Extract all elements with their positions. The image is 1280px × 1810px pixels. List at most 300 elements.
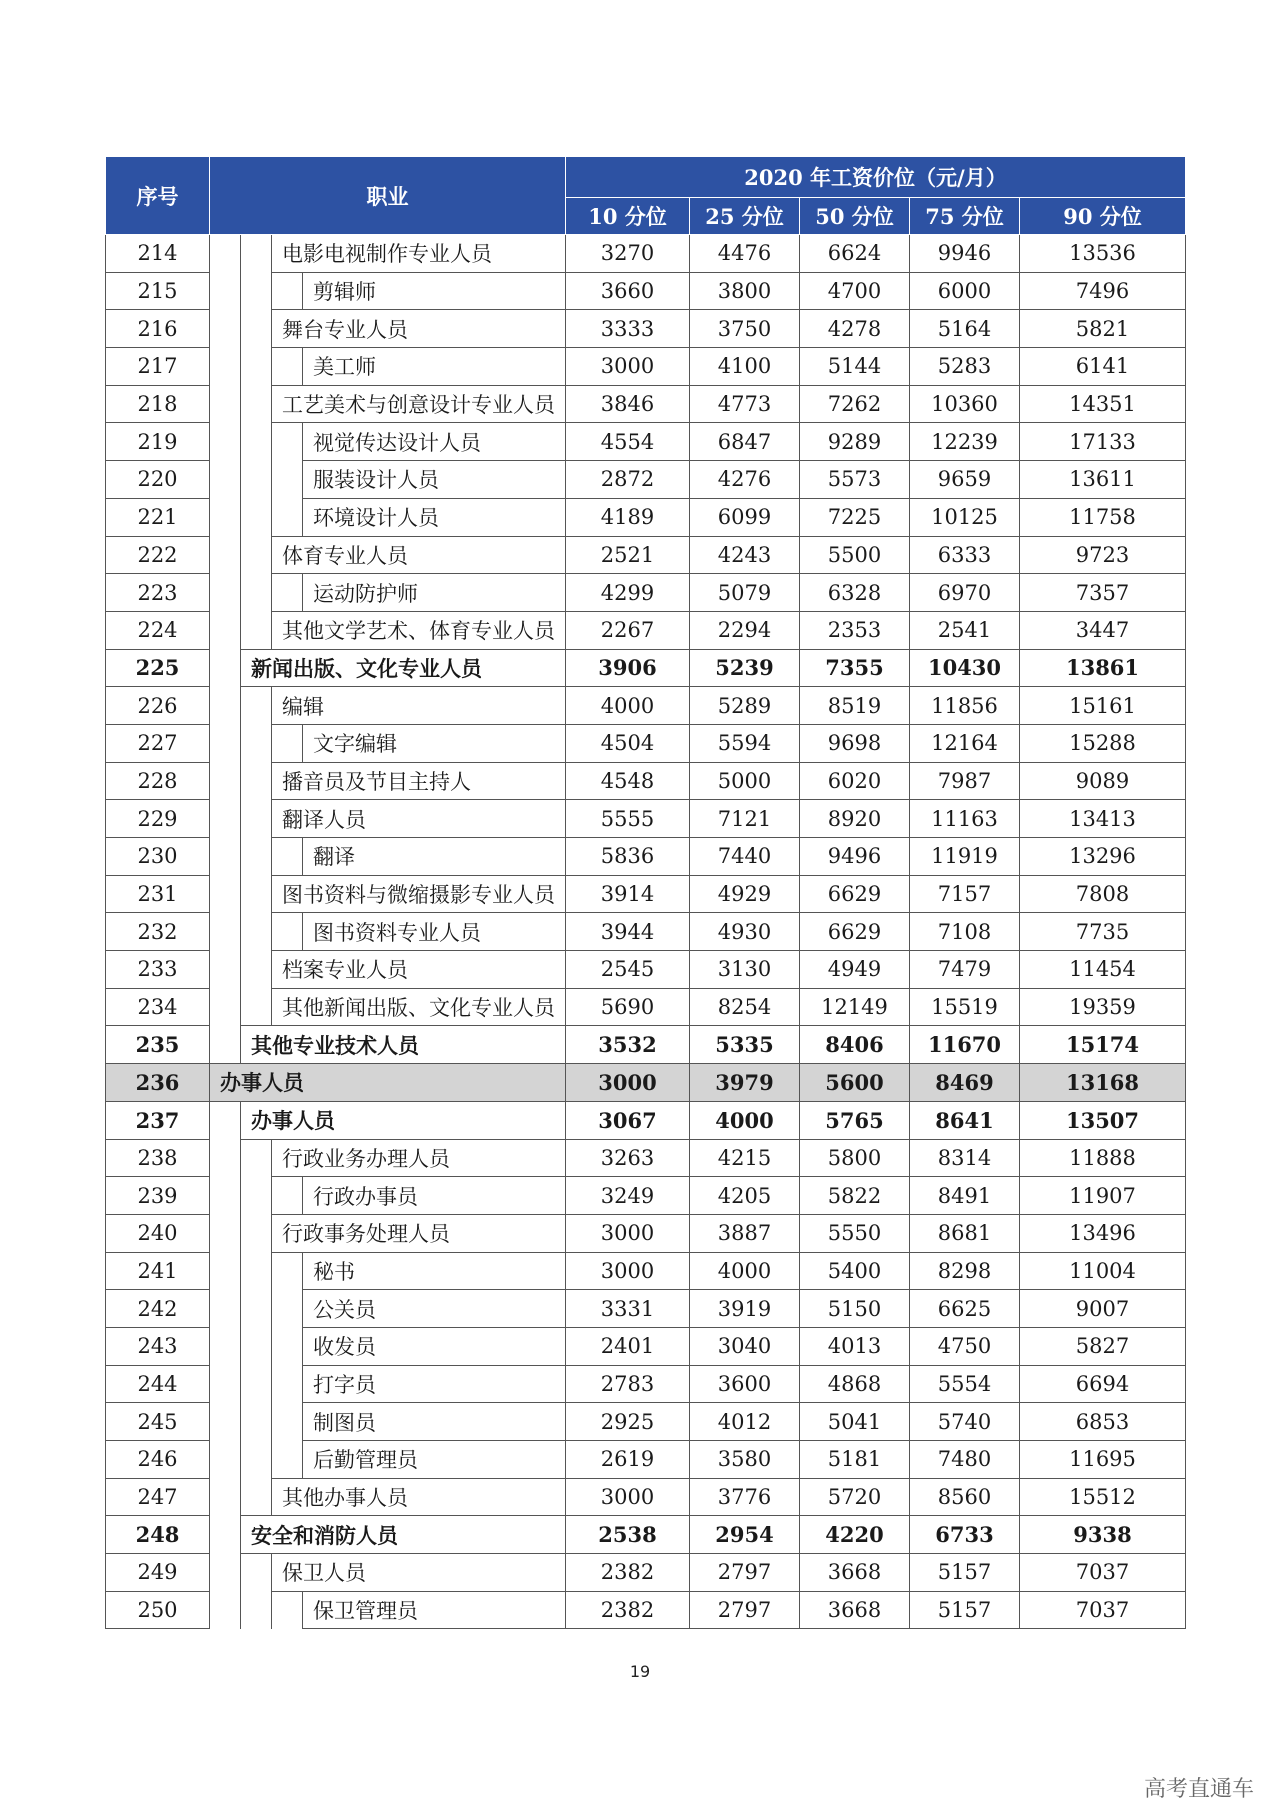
table-row xyxy=(106,1478,1186,1516)
indent-cell xyxy=(210,1403,241,1441)
row-p10: 2619 xyxy=(566,1441,690,1479)
table-row xyxy=(106,1403,1186,1441)
row-p10: 3000 xyxy=(566,1252,690,1290)
row-p50: 8920 xyxy=(800,800,910,838)
row-occupation: 剪辑师 xyxy=(303,272,566,310)
row-occupation: 收发员 xyxy=(303,1327,566,1365)
row-occupation: 秘书 xyxy=(303,1252,566,1290)
row-seq: 234 xyxy=(106,988,210,1026)
row-p75: 6733 xyxy=(910,1516,1020,1554)
row-seq: 238 xyxy=(106,1139,210,1177)
row-occupation: 运动防护师 xyxy=(303,574,566,612)
row-p25: 6847 xyxy=(690,423,800,461)
row-p10: 2925 xyxy=(566,1403,690,1441)
table-row xyxy=(106,875,1186,913)
table-row xyxy=(106,498,1186,536)
row-seq: 222 xyxy=(106,536,210,574)
row-p10: 3532 xyxy=(566,1026,690,1064)
table-row xyxy=(106,1139,1186,1177)
table-row xyxy=(106,951,1186,989)
row-p90: 13296 xyxy=(1020,838,1186,876)
row-p50: 5500 xyxy=(800,536,910,574)
indent-cell xyxy=(210,988,241,1026)
indent-cell xyxy=(241,800,272,838)
table-row xyxy=(106,611,1186,649)
row-p90: 5821 xyxy=(1020,310,1186,348)
table-row xyxy=(106,649,1186,687)
row-p50: 5550 xyxy=(800,1214,910,1252)
row-p25: 3979 xyxy=(690,1064,800,1102)
row-p50: 6629 xyxy=(800,875,910,913)
row-p75: 7108 xyxy=(910,913,1020,951)
indent-cell xyxy=(210,875,241,913)
row-p50: 5822 xyxy=(800,1177,910,1215)
table-row xyxy=(106,687,1186,725)
indent-cell xyxy=(210,1177,241,1215)
indent-cell xyxy=(241,1139,272,1177)
row-p25: 3750 xyxy=(690,310,800,348)
row-p10: 2401 xyxy=(566,1327,690,1365)
table-row xyxy=(106,272,1186,310)
indent-cell xyxy=(210,1516,241,1554)
table-row xyxy=(106,385,1186,423)
row-p25: 4215 xyxy=(690,1139,800,1177)
row-p50: 4278 xyxy=(800,310,910,348)
table-row xyxy=(106,574,1186,612)
row-p50: 6020 xyxy=(800,762,910,800)
row-seq: 239 xyxy=(106,1177,210,1215)
row-occupation: 图书资料与微缩摄影专业人员 xyxy=(272,875,566,913)
row-p75: 4750 xyxy=(910,1327,1020,1365)
row-seq: 214 xyxy=(106,235,210,273)
row-p75: 6970 xyxy=(910,574,1020,612)
row-p10: 4548 xyxy=(566,762,690,800)
row-occupation: 文字编辑 xyxy=(303,724,566,762)
row-p90: 6694 xyxy=(1020,1365,1186,1403)
indent-cell xyxy=(241,1327,272,1365)
row-p25: 2797 xyxy=(690,1591,800,1629)
indent-cell xyxy=(241,1290,272,1328)
row-seq: 233 xyxy=(106,951,210,989)
table-row xyxy=(106,1441,1186,1479)
row-p25: 3887 xyxy=(690,1214,800,1252)
indent-cell xyxy=(210,498,241,536)
row-seq: 229 xyxy=(106,800,210,838)
row-seq: 224 xyxy=(106,611,210,649)
indent-cell xyxy=(241,1403,272,1441)
row-p50: 7355 xyxy=(800,649,910,687)
row-p75: 7479 xyxy=(910,951,1020,989)
indent-cell xyxy=(210,385,241,423)
row-p90: 5827 xyxy=(1020,1327,1186,1365)
row-p25: 5594 xyxy=(690,724,800,762)
row-p75: 10125 xyxy=(910,498,1020,536)
row-p75: 8314 xyxy=(910,1139,1020,1177)
indent-cell xyxy=(272,272,303,310)
table-row xyxy=(106,800,1186,838)
indent-cell xyxy=(241,235,272,273)
row-p10: 4554 xyxy=(566,423,690,461)
table-row xyxy=(106,1554,1186,1592)
header-p25: 25 分位 xyxy=(690,198,800,235)
indent-cell xyxy=(210,310,241,348)
row-p25: 4773 xyxy=(690,385,800,423)
row-occupation: 环境设计人员 xyxy=(303,498,566,536)
row-p75: 8469 xyxy=(910,1064,1020,1102)
row-seq: 244 xyxy=(106,1365,210,1403)
row-seq: 223 xyxy=(106,574,210,612)
row-p10: 3660 xyxy=(566,272,690,310)
row-p10: 3944 xyxy=(566,913,690,951)
row-occupation: 制图员 xyxy=(303,1403,566,1441)
indent-cell xyxy=(241,1441,272,1479)
indent-cell xyxy=(210,272,241,310)
row-p50: 9496 xyxy=(800,838,910,876)
row-p50: 3668 xyxy=(800,1591,910,1629)
row-p10: 4504 xyxy=(566,724,690,762)
indent-cell xyxy=(210,1139,241,1177)
row-p75: 5554 xyxy=(910,1365,1020,1403)
row-p50: 6629 xyxy=(800,913,910,951)
page-number: 19 xyxy=(629,1662,651,1681)
row-p50: 5720 xyxy=(800,1478,910,1516)
row-p50: 9698 xyxy=(800,724,910,762)
row-p90: 17133 xyxy=(1020,423,1186,461)
row-seq: 215 xyxy=(106,272,210,310)
indent-cell xyxy=(241,875,272,913)
row-occupation: 电影电视制作专业人员 xyxy=(272,235,566,273)
row-seq: 245 xyxy=(106,1403,210,1441)
table-row xyxy=(106,1591,1186,1629)
header-p50: 50 分位 xyxy=(800,198,910,235)
row-p25: 4100 xyxy=(690,348,800,386)
row-p50: 4949 xyxy=(800,951,910,989)
row-seq: 249 xyxy=(106,1554,210,1592)
row-seq: 219 xyxy=(106,423,210,461)
header-p90: 90 分位 xyxy=(1020,198,1186,235)
row-p90: 6853 xyxy=(1020,1403,1186,1441)
row-seq: 243 xyxy=(106,1327,210,1365)
table-row xyxy=(106,1365,1186,1403)
row-p10: 2783 xyxy=(566,1365,690,1403)
indent-cell xyxy=(210,348,241,386)
row-p90: 13861 xyxy=(1020,649,1186,687)
row-p10: 3000 xyxy=(566,1064,690,1102)
table-row xyxy=(106,913,1186,951)
row-seq: 237 xyxy=(106,1101,210,1139)
row-p75: 7157 xyxy=(910,875,1020,913)
row-p50: 6624 xyxy=(800,235,910,273)
indent-cell xyxy=(272,498,303,536)
indent-cell xyxy=(210,913,241,951)
indent-cell xyxy=(210,461,241,499)
row-seq: 217 xyxy=(106,348,210,386)
indent-cell xyxy=(272,1327,303,1365)
row-p50: 7225 xyxy=(800,498,910,536)
row-p25: 4929 xyxy=(690,875,800,913)
row-p75: 5740 xyxy=(910,1403,1020,1441)
row-seq: 235 xyxy=(106,1026,210,1064)
indent-cell xyxy=(272,1177,303,1215)
row-p50: 5600 xyxy=(800,1064,910,1102)
row-seq: 230 xyxy=(106,838,210,876)
table-row xyxy=(106,1327,1186,1365)
table-row xyxy=(106,310,1186,348)
row-p25: 7121 xyxy=(690,800,800,838)
row-p50: 4013 xyxy=(800,1327,910,1365)
row-p90: 13413 xyxy=(1020,800,1186,838)
row-p25: 5239 xyxy=(690,649,800,687)
row-p10: 2382 xyxy=(566,1591,690,1629)
row-seq: 228 xyxy=(106,762,210,800)
indent-cell xyxy=(272,348,303,386)
row-p90: 15161 xyxy=(1020,687,1186,725)
row-occupation: 美工师 xyxy=(303,348,566,386)
indent-cell xyxy=(241,1591,272,1629)
indent-cell xyxy=(210,235,241,273)
indent-cell xyxy=(241,1365,272,1403)
row-p10: 3249 xyxy=(566,1177,690,1215)
row-p90: 11454 xyxy=(1020,951,1186,989)
row-p10: 4299 xyxy=(566,574,690,612)
indent-cell xyxy=(241,988,272,1026)
row-p90: 13536 xyxy=(1020,235,1186,273)
indent-cell xyxy=(272,1365,303,1403)
row-occupation: 其他文学艺术、体育专业人员 xyxy=(272,611,566,649)
indent-cell xyxy=(241,536,272,574)
row-p75: 6625 xyxy=(910,1290,1020,1328)
row-p10: 4189 xyxy=(566,498,690,536)
row-p10: 4000 xyxy=(566,687,690,725)
table-row xyxy=(106,1064,1186,1102)
table-row xyxy=(106,1101,1186,1139)
row-occupation: 保卫管理员 xyxy=(303,1591,566,1629)
row-p50: 5144 xyxy=(800,348,910,386)
row-p75: 11670 xyxy=(910,1026,1020,1064)
row-p25: 2294 xyxy=(690,611,800,649)
indent-cell xyxy=(272,574,303,612)
row-p25: 3600 xyxy=(690,1365,800,1403)
indent-cell xyxy=(210,762,241,800)
indent-cell xyxy=(241,461,272,499)
indent-cell xyxy=(272,423,303,461)
row-p75: 11163 xyxy=(910,800,1020,838)
row-occupation: 档案专业人员 xyxy=(272,951,566,989)
row-p90: 13611 xyxy=(1020,461,1186,499)
row-occupation: 图书资料专业人员 xyxy=(303,913,566,951)
row-p75: 7480 xyxy=(910,1441,1020,1479)
indent-cell xyxy=(210,1478,241,1516)
header-occupation: 职业 xyxy=(210,157,566,235)
watermark: 高考直通车 xyxy=(1143,1777,1254,1802)
row-p90: 11004 xyxy=(1020,1252,1186,1290)
row-p90: 13496 xyxy=(1020,1214,1186,1252)
indent-cell xyxy=(241,724,272,762)
row-p50: 5800 xyxy=(800,1139,910,1177)
indent-cell xyxy=(210,1365,241,1403)
indent-cell xyxy=(241,1177,272,1215)
indent-cell xyxy=(210,536,241,574)
row-p90: 6141 xyxy=(1020,348,1186,386)
row-seq: 236 xyxy=(106,1064,210,1102)
row-p50: 2353 xyxy=(800,611,910,649)
row-seq: 242 xyxy=(106,1290,210,1328)
table-row xyxy=(106,423,1186,461)
indent-cell xyxy=(210,423,241,461)
row-occupation: 办事人员 xyxy=(210,1064,566,1102)
indent-cell xyxy=(241,838,272,876)
indent-cell xyxy=(210,1026,241,1064)
row-p25: 8254 xyxy=(690,988,800,1026)
indent-cell xyxy=(210,1252,241,1290)
row-occupation: 体育专业人员 xyxy=(272,536,566,574)
indent-cell xyxy=(210,1554,241,1592)
row-p50: 5400 xyxy=(800,1252,910,1290)
row-p25: 4476 xyxy=(690,235,800,273)
row-occupation: 行政办事员 xyxy=(303,1177,566,1215)
row-p50: 8519 xyxy=(800,687,910,725)
row-p25: 4243 xyxy=(690,536,800,574)
indent-cell xyxy=(241,348,272,386)
row-p10: 3270 xyxy=(566,235,690,273)
row-p10: 3000 xyxy=(566,1478,690,1516)
row-p50: 9289 xyxy=(800,423,910,461)
row-seq: 225 xyxy=(106,649,210,687)
row-p50: 3668 xyxy=(800,1554,910,1592)
row-p75: 5283 xyxy=(910,348,1020,386)
indent-cell xyxy=(241,272,272,310)
indent-cell xyxy=(210,838,241,876)
row-p75: 8681 xyxy=(910,1214,1020,1252)
row-p10: 5690 xyxy=(566,988,690,1026)
row-p90: 13507 xyxy=(1020,1101,1186,1139)
row-p75: 11856 xyxy=(910,687,1020,725)
row-p90: 13168 xyxy=(1020,1064,1186,1102)
indent-cell xyxy=(272,1290,303,1328)
row-p10: 2545 xyxy=(566,951,690,989)
row-p50: 5765 xyxy=(800,1101,910,1139)
indent-cell xyxy=(272,1252,303,1290)
row-p10: 2872 xyxy=(566,461,690,499)
row-p90: 19359 xyxy=(1020,988,1186,1026)
indent-cell xyxy=(210,1290,241,1328)
row-p25: 4012 xyxy=(690,1403,800,1441)
row-p90: 7357 xyxy=(1020,574,1186,612)
table-row xyxy=(106,461,1186,499)
row-occupation: 其他专业技术人员 xyxy=(241,1026,566,1064)
indent-cell xyxy=(210,951,241,989)
row-p90: 15174 xyxy=(1020,1026,1186,1064)
row-p25: 2797 xyxy=(690,1554,800,1592)
row-occupation: 打字员 xyxy=(303,1365,566,1403)
row-p90: 9338 xyxy=(1020,1516,1186,1554)
row-p75: 6000 xyxy=(910,272,1020,310)
table-row xyxy=(106,988,1186,1026)
row-p25: 5000 xyxy=(690,762,800,800)
row-p90: 7808 xyxy=(1020,875,1186,913)
row-seq: 216 xyxy=(106,310,210,348)
row-occupation: 行政事务处理人员 xyxy=(272,1214,566,1252)
row-occupation: 保卫人员 xyxy=(272,1554,566,1592)
row-p90: 11695 xyxy=(1020,1441,1186,1479)
row-p25: 3919 xyxy=(690,1290,800,1328)
indent-cell xyxy=(210,649,241,687)
row-p25: 3776 xyxy=(690,1478,800,1516)
row-occupation: 翻译人员 xyxy=(272,800,566,838)
row-p75: 9659 xyxy=(910,461,1020,499)
indent-cell xyxy=(272,1591,303,1629)
row-p10: 3906 xyxy=(566,649,690,687)
table-row xyxy=(106,536,1186,574)
row-p90: 9723 xyxy=(1020,536,1186,574)
row-occupation: 编辑 xyxy=(272,687,566,725)
row-occupation: 安全和消防人员 xyxy=(241,1516,566,1554)
row-p25: 5079 xyxy=(690,574,800,612)
indent-cell xyxy=(241,1554,272,1592)
header-p75: 75 分位 xyxy=(910,198,1020,235)
row-p25: 6099 xyxy=(690,498,800,536)
row-occupation: 行政业务办理人员 xyxy=(272,1139,566,1177)
indent-cell xyxy=(241,310,272,348)
row-p90: 7037 xyxy=(1020,1591,1186,1629)
indent-cell xyxy=(241,1214,272,1252)
row-p25: 4276 xyxy=(690,461,800,499)
indent-cell xyxy=(210,1327,241,1365)
row-occupation: 后勤管理员 xyxy=(303,1441,566,1479)
table-row xyxy=(106,1214,1186,1252)
row-p75: 15519 xyxy=(910,988,1020,1026)
table-row xyxy=(106,1177,1186,1215)
row-seq: 218 xyxy=(106,385,210,423)
row-p25: 5289 xyxy=(690,687,800,725)
row-p50: 5181 xyxy=(800,1441,910,1479)
row-p90: 3447 xyxy=(1020,611,1186,649)
row-p10: 5555 xyxy=(566,800,690,838)
row-p90: 7496 xyxy=(1020,272,1186,310)
table-row xyxy=(106,1516,1186,1554)
row-p75: 12239 xyxy=(910,423,1020,461)
row-occupation: 播音员及节目主持人 xyxy=(272,762,566,800)
indent-cell xyxy=(210,687,241,725)
row-p75: 5157 xyxy=(910,1554,1020,1592)
row-occupation: 办事人员 xyxy=(241,1101,566,1139)
table-row xyxy=(106,1252,1186,1290)
header-wage-group: 2020 年工资价位（元/月） xyxy=(566,157,1186,198)
indent-cell xyxy=(272,461,303,499)
row-seq: 248 xyxy=(106,1516,210,1554)
row-p75: 5164 xyxy=(910,310,1020,348)
row-p50: 4700 xyxy=(800,272,910,310)
row-seq: 240 xyxy=(106,1214,210,1252)
indent-cell xyxy=(241,611,272,649)
row-p10: 2521 xyxy=(566,536,690,574)
row-p90: 11758 xyxy=(1020,498,1186,536)
indent-cell xyxy=(272,913,303,951)
row-p90: 9007 xyxy=(1020,1290,1186,1328)
row-p10: 2538 xyxy=(566,1516,690,1554)
row-p10: 3067 xyxy=(566,1101,690,1139)
row-p75: 5157 xyxy=(910,1591,1020,1629)
row-p50: 5573 xyxy=(800,461,910,499)
row-seq: 241 xyxy=(106,1252,210,1290)
table-row xyxy=(106,838,1186,876)
row-seq: 221 xyxy=(106,498,210,536)
row-p90: 7735 xyxy=(1020,913,1186,951)
row-p75: 6333 xyxy=(910,536,1020,574)
table-body xyxy=(106,235,1186,1629)
row-occupation: 其他新闻出版、文化专业人员 xyxy=(272,988,566,1026)
row-occupation: 舞台专业人员 xyxy=(272,310,566,348)
